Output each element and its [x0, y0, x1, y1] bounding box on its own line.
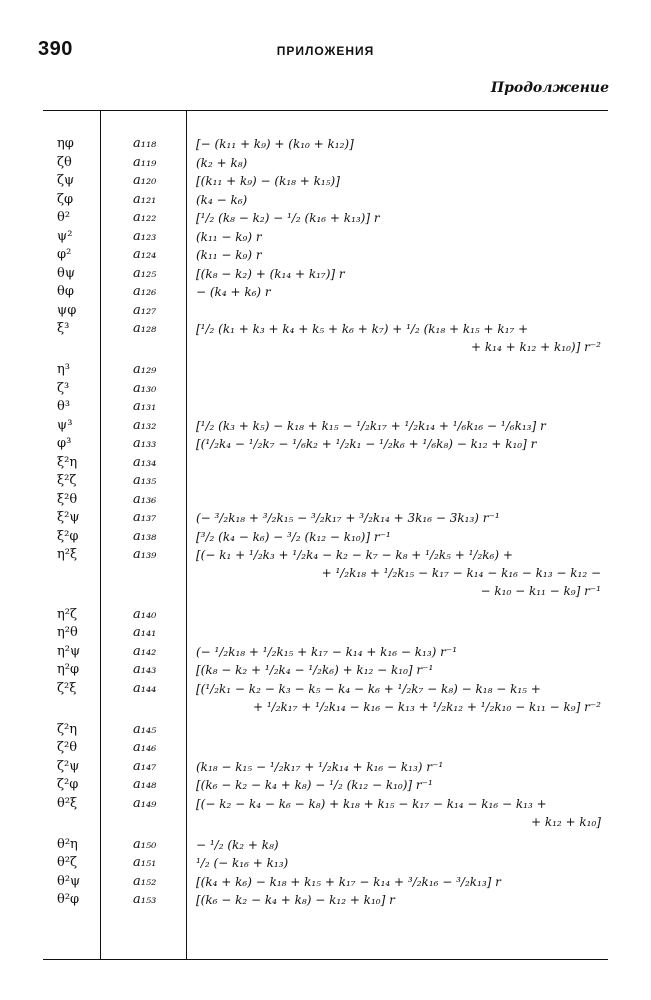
expression-cell [196, 191, 601, 209]
monomial-cell: ζ³ [57, 380, 70, 396]
table-row [43, 680, 608, 714]
expression-line: [(k₆ − k₂ − k₄ + k₈) − k₁₂ + k₁₀] r [196, 893, 395, 907]
monomial-cell: ξ²η [57, 454, 78, 470]
monomial-cell: η²ξ [57, 547, 78, 562]
coefficient-cell: a₁₄₄ [133, 680, 157, 696]
expression-cell [196, 246, 601, 264]
monomial-cell: θ²ξ [57, 795, 78, 811]
expression-line: − k₁₀ − k₁₁ − k₉] r⁻¹ [480, 584, 601, 598]
coefficient-cell: a₁₂₉ [133, 362, 157, 377]
monomial-cell: θ² [57, 210, 71, 225]
table-row [43, 435, 608, 453]
monomial-cell: ψ³ [57, 417, 73, 433]
table-row [43, 528, 608, 546]
coefficient-cell: a₁₃₅ [133, 473, 157, 488]
coefficient-cell: a₁₂₈ [133, 321, 157, 336]
monomial-cell: ψφ [57, 302, 77, 318]
expression-line: [(¹/₂k₁ − k₂ − k₃ − k₅ − k₄ − k₆ + ¹/₂k₇ − k₈) − k₁₈ − k₁₅ + [196, 681, 541, 696]
expression-line: [(k₈ − k₂) + (k₁₄ + k₁₇)] r [196, 266, 345, 281]
expression-line: [(¹/₂k₄ − ¹/₂k₇ − ¹/₆k₂ + ¹/₂k₁ − ¹/₂k₆ + ¹/₆k₈) − k₁₂ + k₁₀] r [196, 437, 537, 451]
coefficient-cell: a₁₃₀ [133, 380, 157, 396]
table-row [43, 758, 608, 776]
table-row [43, 472, 608, 490]
expression-line: (− ³/₂k₁₈ + ³/₂k₁₅ − ³/₂k₁₇ + ³/₂k₁₄ + 3k₁₆ − 3k₁₃) r⁻¹ [196, 511, 500, 525]
expression-line: [(k₄ + k₆) − k₁₈ + k₁₅ + k₁₇ − k₁₄ + ³/₂k₁₆ − ³/₂k₁₃] r [196, 874, 501, 889]
expression-cell [196, 435, 601, 453]
table-row [43, 320, 608, 354]
table-row [43, 509, 608, 527]
expression-cell [196, 758, 601, 776]
monomial-cell: η²θ [57, 625, 78, 640]
expression-line: [³/₂ (k₄ − k₆) − ³/₂ (k₁₂ − k₁₀)] r⁻¹ [196, 529, 391, 544]
coefficient-cell: a₁₁₈ [133, 136, 157, 151]
coefficient-cell: a₁₂₂ [133, 210, 157, 225]
table-row [43, 776, 608, 794]
table-row [43, 380, 608, 398]
expression-line: (k₁₁ − k₉) r [196, 229, 262, 244]
expression-cell [196, 154, 601, 172]
expression-line: + ¹/₂k₁₇ + ¹/₂k₁₄ − k₁₆ − k₁₃ + ¹/₂k₁₂ + ¹/₂k₁₀ − k₁₁ − k₉] r⁻² [252, 699, 601, 714]
coefficient-cell: a₁₂₀ [133, 173, 157, 188]
coefficient-cell: a₁₂₃ [133, 228, 157, 244]
expression-cell [196, 172, 601, 190]
expression-line: − (k₄ + k₆) r [196, 285, 271, 299]
monomial-cell: ζψ [57, 173, 75, 188]
monomial-cell: ζ²ξ [57, 680, 77, 696]
monomial-cell: η²φ [57, 662, 80, 677]
table-row [43, 283, 608, 301]
expression-cell [196, 209, 601, 227]
expression-line: [(− k₁ + ¹/₂k₃ + ¹/₂k₄ − k₂ − k₇ − k₈ + ¹/₂k₅ + ¹/₂k₆) + [196, 548, 513, 562]
coefficient-cell: a₁₄₆ [133, 740, 157, 755]
table-row [43, 624, 608, 642]
expression-cell [196, 283, 601, 301]
expression-line: [¹/₂ (k₈ − k₂) − ¹/₂ (k₁₆ + k₁₃)] r [196, 211, 380, 225]
expression-cell [196, 528, 601, 546]
table-row [43, 361, 608, 379]
coefficient-cell: a₁₁₉ [133, 154, 157, 170]
table-row [43, 228, 608, 246]
coefficient-cell: a₁₄₅ [133, 721, 157, 737]
monomial-cell: ψ² [57, 228, 73, 244]
monomial-cell: ζ²ψ [57, 758, 80, 774]
coefficient-cell: a₁₃₇ [133, 510, 157, 525]
expression-line: ¹/₂ (− k₁₆ + k₁₃) [196, 856, 289, 870]
expression-line: [− (k₁₁ + k₉) + (k₁₀ + k₁₂)] [196, 137, 354, 151]
coefficient-cell: a₁₃₄ [133, 454, 157, 470]
table-row [43, 795, 608, 829]
expression-line: [¹/₂ (k₃ + k₅) − k₁₈ + k₁₅ − ¹/₂k₁₇ + ¹/₂k₁₄ + ¹/₆k₁₆ − ¹/₆k₁₃] r [196, 418, 546, 433]
monomial-cell: θ²ζ [57, 855, 78, 870]
table-row [43, 246, 608, 264]
monomial-cell: ηφ [57, 136, 74, 151]
expression-line: (k₁₁ − k₉) r [196, 248, 262, 262]
coefficient-cell: a₁₅₂ [133, 873, 157, 889]
expression-cell [196, 776, 601, 794]
coefficient-cell: a₁₄₈ [133, 777, 157, 792]
monomial-cell: θ²φ [57, 892, 80, 907]
table-row [43, 721, 608, 739]
table-row [43, 454, 608, 472]
coefficient-cell: a₁₂₁ [133, 191, 157, 207]
expression-line: (k₄ − k₆) [196, 192, 248, 207]
monomial-cell: θψ [57, 265, 76, 281]
table-row [43, 491, 608, 509]
expression-line: (k₂ + k₈) [196, 155, 248, 170]
table-row [43, 661, 608, 679]
table-row [43, 154, 608, 172]
monomial-cell: ξ²φ [57, 528, 79, 544]
expression-cell [196, 891, 601, 909]
coefficient-cell: a₁₃₂ [133, 417, 157, 433]
expression-cell [196, 320, 601, 356]
monomial-cell: η³ [57, 362, 70, 377]
coefficient-cell: a₁₂₅ [133, 265, 157, 281]
coefficient-cell: a₁₂₆ [133, 284, 157, 299]
expression-line: − ¹/₂ (k₂ + k₈) [196, 837, 279, 852]
coefficient-cell: a₁₄₁ [133, 625, 157, 640]
monomial-cell: ξ²θ [57, 491, 78, 507]
monomial-cell: ζφ [57, 191, 74, 207]
table-row [43, 398, 608, 416]
monomial-cell: ξ³ [57, 321, 70, 336]
coefficient-cell: a₁₄₇ [133, 758, 157, 774]
coefficient-cell: a₁₅₃ [133, 892, 157, 907]
coefficient-cell: a₁₅₀ [133, 836, 157, 852]
continuation-label: Продолжение [490, 80, 609, 96]
expression-cell [196, 836, 601, 854]
expression-line: (− ¹/₂k₁₈ + ¹/₂k₁₅ + k₁₇ − k₁₄ + k₁₆ − k₁₃) r⁻¹ [196, 644, 458, 659]
monomial-cell: ζ²η [57, 721, 78, 737]
expression-cell [196, 661, 601, 679]
expression-line: [(− k₂ − k₄ − k₆ − k₈) + k₁₈ + k₁₅ − k₁₇ − k₁₄ − k₁₆ − k₁₃ + [196, 796, 547, 811]
monomial-cell: ξ²ζ [57, 473, 77, 488]
coefficient-table [43, 110, 608, 960]
coefficient-cell: a₁₂₇ [133, 302, 157, 318]
monomial-cell: ζ²θ [57, 740, 78, 755]
expression-line: + ¹/₂k₁₈ + ¹/₂k₁₅ − k₁₇ − k₁₄ − k₁₆ − k₁₃ − k₁₂ − [321, 566, 601, 580]
monomial-cell: θ²ψ [57, 873, 81, 889]
table-row [43, 606, 608, 624]
coefficient-cell: a₁₃₆ [133, 491, 157, 507]
table-row [43, 135, 608, 153]
table-row [43, 873, 608, 891]
monomial-cell: φ³ [57, 436, 72, 451]
monomial-cell: η²ψ [57, 643, 81, 659]
expression-line: [(k₈ − k₂ + ¹/₂k₄ − ¹/₂k₆) + k₁₂ − k₁₀] r⁻¹ [196, 663, 434, 677]
monomial-cell: ζθ [57, 154, 72, 170]
coefficient-cell: a₁₄₉ [133, 795, 157, 811]
coefficient-cell: a₁₃₁ [133, 399, 157, 414]
expression-cell [196, 643, 601, 661]
monomial-cell: φ² [57, 247, 72, 262]
table-row [43, 854, 608, 872]
table-row [43, 265, 608, 283]
expression-cell [196, 228, 601, 246]
table-row [43, 739, 608, 757]
monomial-cell: η²ζ [57, 606, 78, 622]
expression-cell [196, 135, 601, 153]
coefficient-cell: a₁₃₉ [133, 547, 157, 562]
coefficient-cell: a₁₅₁ [133, 855, 157, 870]
expression-line: [(k₁₁ + k₉) − (k₁₈ + k₁₅)] [196, 174, 340, 188]
table-row [43, 643, 608, 661]
expression-cell [196, 509, 601, 527]
coefficient-cell: a₁₃₈ [133, 528, 157, 544]
expression-cell [196, 795, 601, 831]
expression-line: [¹/₂ (k₁ + k₃ + k₄ + k₅ + k₆ + k₇) + ¹/₂ (k₁₈ + k₁₅ + k₁₇ + [196, 322, 529, 336]
table-row [43, 546, 608, 598]
expression-line: + k₁₄ + k₁₂ + k₁₀)] r⁻² [471, 340, 601, 354]
expression-line: [(k₆ − k₂ − k₄ + k₈) − ¹/₂ (k₁₂ − k₁₀)] r⁻¹ [196, 778, 433, 792]
coefficient-cell: a₁₃₃ [133, 436, 157, 451]
monomial-cell: θφ [57, 284, 74, 299]
monomial-cell: ζ²φ [57, 777, 79, 792]
expression-cell [196, 854, 601, 872]
table-row [43, 209, 608, 227]
expression-line: (k₁₈ − k₁₅ − ¹/₂k₁₇ + ¹/₂k₁₄ + k₁₆ − k₁₃) r⁻¹ [196, 759, 444, 774]
monomial-cell: ξ²ψ [57, 510, 80, 525]
expression-cell [196, 546, 601, 600]
expression-cell [196, 265, 601, 283]
coefficient-cell: a₁₄₂ [133, 643, 157, 659]
monomial-cell: θ³ [57, 399, 71, 414]
running-head: ПРИЛОЖЕНИЯ [276, 44, 375, 58]
expression-cell [196, 873, 601, 891]
coefficient-cell: a₁₄₀ [133, 606, 157, 622]
table-row [43, 417, 608, 435]
table-row [43, 836, 608, 854]
expression-cell [196, 680, 601, 716]
table-row [43, 891, 608, 909]
table-row [43, 172, 608, 190]
expression-cell [196, 417, 601, 435]
monomial-cell: θ²η [57, 836, 78, 852]
coefficient-cell: a₁₄₃ [133, 662, 157, 677]
page-number: 390 [38, 38, 73, 60]
table-row [43, 302, 608, 320]
expression-line: + k₁₂ + k₁₀] [530, 814, 601, 829]
table-row [43, 191, 608, 209]
coefficient-cell: a₁₂₄ [133, 247, 157, 262]
